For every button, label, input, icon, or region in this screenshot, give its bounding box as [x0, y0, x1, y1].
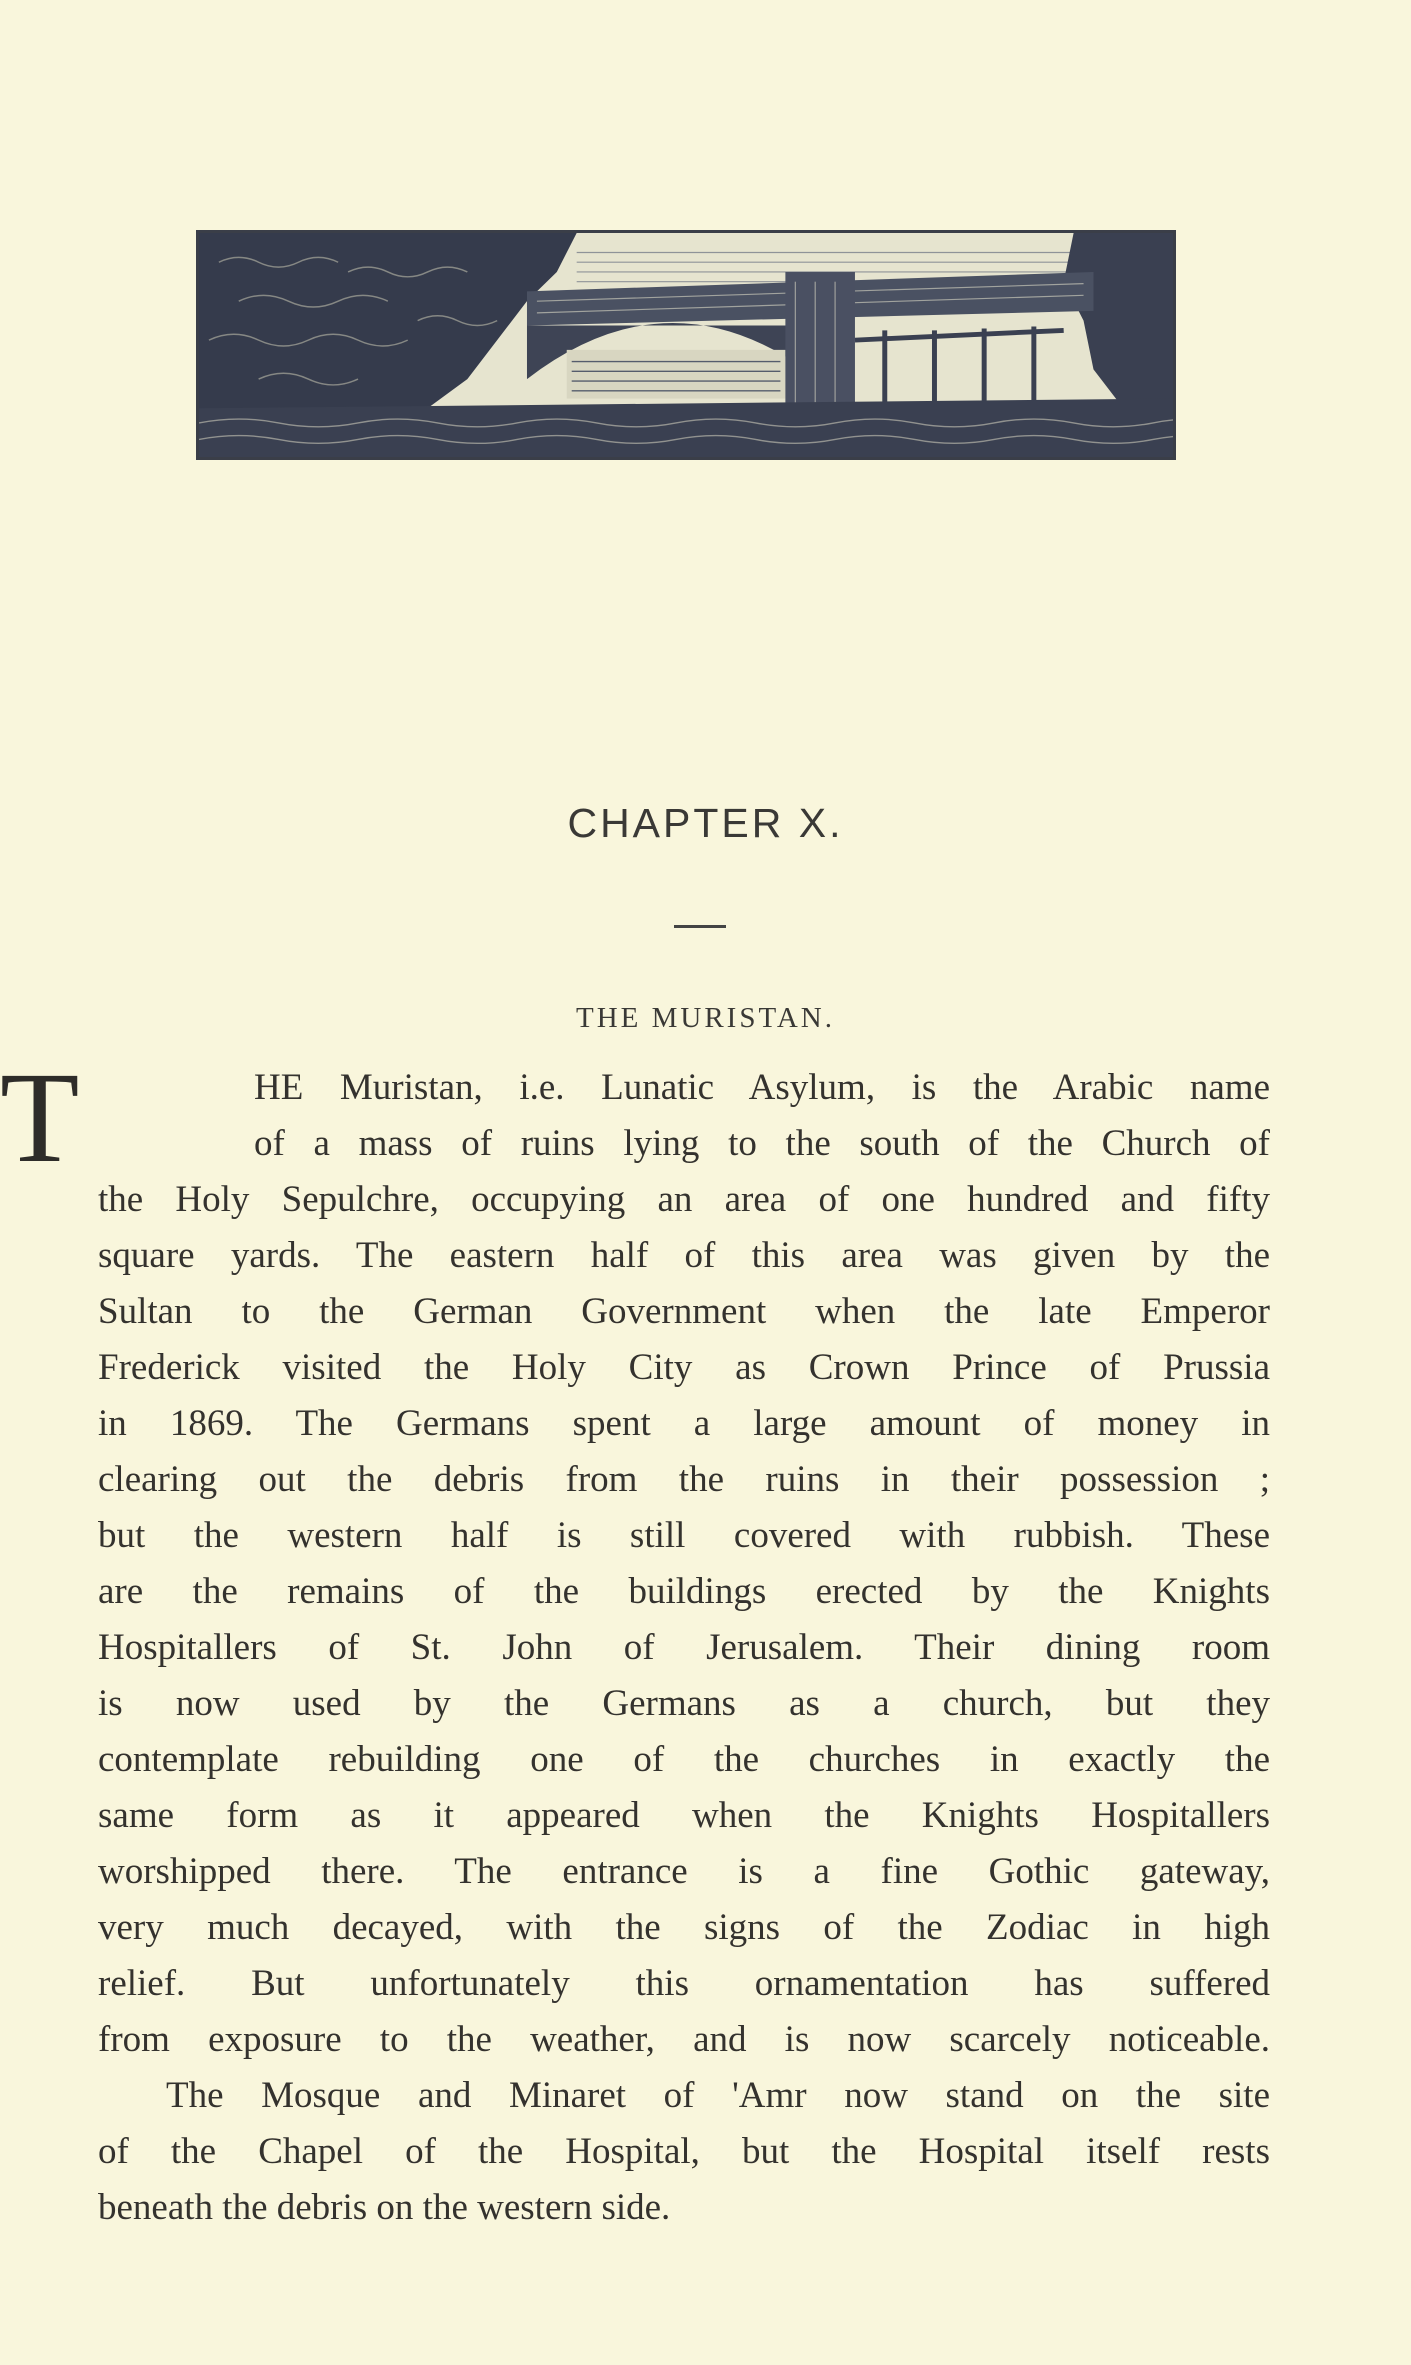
text-line: contemplate rebuilding one of the churches in exactly the — [98, 1739, 1270, 1780]
text-line: is now used by the Germans as a church, but they — [98, 1683, 1270, 1724]
text-line: clearing out the debris from the ruins in their possession ; — [98, 1459, 1270, 1500]
text-line: worshipped there. The entrance is a fine Gothic gateway, — [98, 1851, 1270, 1892]
text-line: relief. But unfortunately this ornamentation has suffered — [98, 1963, 1270, 2004]
text-line: are the remains of the buildings erected by the Knights — [98, 1571, 1270, 1612]
text-line: Sultan to the German Government when the late Emperor — [98, 1291, 1270, 1332]
text-line: Hospitallers of St. John of Jerusalem. Their dining room — [98, 1627, 1270, 1668]
bridge-engraving-image — [199, 233, 1173, 457]
text-line: same form as it appeared when the Knights Hospitallers — [98, 1795, 1270, 1836]
section-title: THE MURISTAN. — [575, 1002, 835, 1034]
drop-cap: T — [0, 1046, 80, 1190]
text-line: the Holy Sepulchre, occupying an area of one hundred and fifty — [98, 1179, 1270, 1220]
chapter-title: CHAPTER X. — [567, 800, 844, 846]
text-line: HE Muristan, i.e. Lunatic Asylum, is the Arabic name — [254, 1067, 1270, 1108]
text-line: Frederick visited the Holy City as Crown Prince of Prussia — [98, 1347, 1270, 1388]
text-line: of the Chapel of the Hospital, but the Hospital itself rests — [98, 2131, 1270, 2172]
body-text — [98, 1060, 1270, 2236]
text-line: but the western half is still covered with rubbish. These — [98, 1515, 1270, 1556]
text-line: beneath the debris on the western side. — [98, 2187, 671, 2228]
text-line: in 1869. The Germans spent a large amount of money in — [98, 1403, 1270, 1444]
text-line: square yards. The eastern half of this area was given by the — [98, 1235, 1270, 1276]
header-engraving — [196, 230, 1176, 460]
text-line: from exposure to the weather, and is now scarcely noticeable. — [98, 2019, 1270, 2060]
text-line: very much decayed, with the signs of the Zodiac in high — [98, 1907, 1270, 1948]
title-divider — [674, 925, 726, 928]
text-line: The Mosque and Minaret of 'Amr now stand on the site — [166, 2075, 1270, 2116]
text-line: of a mass of ruins lying to the south of the Church of — [254, 1123, 1270, 1164]
